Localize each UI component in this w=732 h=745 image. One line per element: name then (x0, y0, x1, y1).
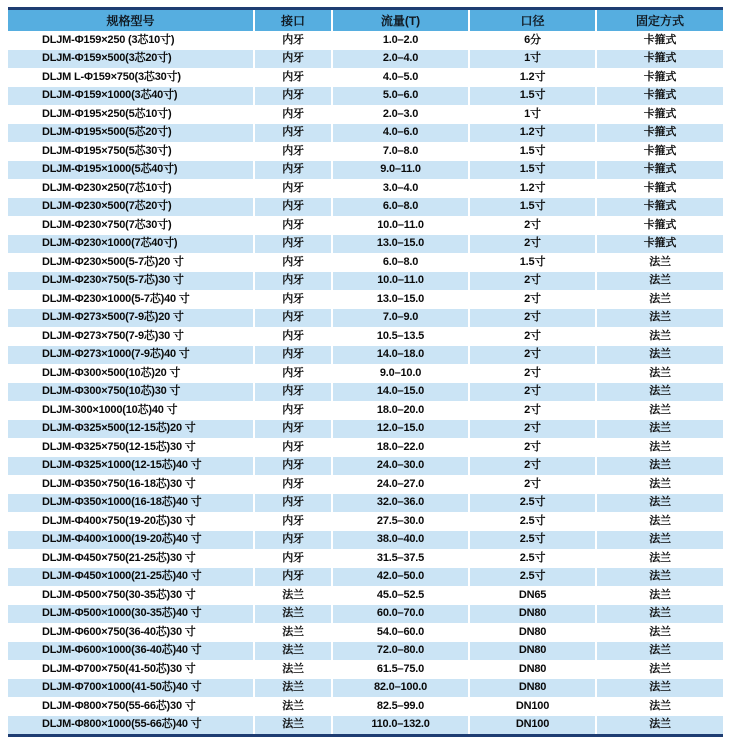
cell-spec-model: DLJM-Φ700×750(41-50芯)30 寸 (8, 660, 253, 679)
table-row (8, 124, 723, 143)
cell-mounting: 法兰 (597, 309, 723, 328)
cell-mounting: 法兰 (597, 457, 723, 476)
cell-interface: 法兰 (255, 642, 331, 661)
cell-mounting: 法兰 (597, 586, 723, 605)
table-row (8, 642, 723, 661)
cell-mounting: 卡箍式 (597, 161, 723, 180)
table-row (8, 660, 723, 679)
cell-diameter: 2.5寸 (470, 568, 595, 587)
cell-diameter: 2寸 (470, 457, 595, 476)
cell-interface: 内牙 (255, 438, 331, 457)
cell-interface: 内牙 (255, 549, 331, 568)
cell-diameter: DN100 (470, 716, 595, 735)
cell-spec-model: DLJM-Φ230×750(5-7芯)30 寸 (8, 272, 253, 291)
cell-spec-model: DLJM-Φ195×250(5芯10寸) (8, 105, 253, 124)
cell-interface: 内牙 (255, 272, 331, 291)
cell-mounting: 法兰 (597, 438, 723, 457)
cell-diameter: 2寸 (470, 235, 595, 254)
cell-interface: 内牙 (255, 142, 331, 161)
table-row (8, 420, 723, 439)
cell-diameter: 2寸 (470, 216, 595, 235)
cell-mounting: 卡箍式 (597, 87, 723, 106)
table-row (8, 679, 723, 698)
cell-mounting: 法兰 (597, 475, 723, 494)
cell-mounting: 法兰 (597, 327, 723, 346)
cell-flow: 2.0–4.0 (333, 50, 468, 69)
table-body (8, 31, 723, 734)
table-row (8, 142, 723, 161)
cell-mounting: 法兰 (597, 364, 723, 383)
cell-spec-model: DLJM-Φ400×1000(19-20芯)40 寸 (8, 531, 253, 550)
table-row (8, 68, 723, 87)
cell-interface: 法兰 (255, 605, 331, 624)
cell-interface: 内牙 (255, 568, 331, 587)
cell-interface: 内牙 (255, 346, 331, 365)
cell-spec-model: DLJM-Φ273×750(7-9芯)30 寸 (8, 327, 253, 346)
table-row (8, 401, 723, 420)
spec-table (8, 7, 723, 737)
cell-mounting: 卡箍式 (597, 50, 723, 69)
table-row (8, 235, 723, 254)
cell-diameter: 6分 (470, 31, 595, 50)
cell-flow: 45.0–52.5 (333, 586, 468, 605)
header-cell-spec-model: 规格型号 (8, 10, 253, 31)
cell-spec-model: DLJM-Φ450×750(21-25芯)30 寸 (8, 549, 253, 568)
cell-interface: 内牙 (255, 309, 331, 328)
cell-flow: 4.0–5.0 (333, 68, 468, 87)
cell-flow: 18.0–20.0 (333, 401, 468, 420)
cell-spec-model: DLJM-Φ325×500(12-15芯)20 寸 (8, 420, 253, 439)
cell-spec-model: DLJM-Φ450×1000(21-25芯)40 寸 (8, 568, 253, 587)
cell-mounting: 卡箍式 (597, 216, 723, 235)
table-row (8, 87, 723, 106)
cell-flow: 1.0–2.0 (333, 31, 468, 50)
table-row (8, 605, 723, 624)
cell-flow: 2.0–3.0 (333, 105, 468, 124)
cell-interface: 内牙 (255, 401, 331, 420)
cell-spec-model: DLJM L-Φ159×750(3芯30寸) (8, 68, 253, 87)
table-row (8, 179, 723, 198)
cell-interface: 法兰 (255, 716, 331, 735)
cell-interface: 内牙 (255, 216, 331, 235)
cell-mounting: 法兰 (597, 531, 723, 550)
cell-diameter: 1.5寸 (470, 253, 595, 272)
cell-diameter: 2.5寸 (470, 512, 595, 531)
cell-flow: 10.0–11.0 (333, 272, 468, 291)
cell-flow: 9.0–10.0 (333, 364, 468, 383)
table-row (8, 364, 723, 383)
cell-flow: 61.5–75.0 (333, 660, 468, 679)
cell-diameter: 2寸 (470, 420, 595, 439)
cell-flow: 5.0–6.0 (333, 87, 468, 106)
cell-flow: 54.0–60.0 (333, 623, 468, 642)
cell-diameter: 1.2寸 (470, 179, 595, 198)
cell-interface: 内牙 (255, 50, 331, 69)
cell-interface: 内牙 (255, 531, 331, 550)
cell-interface: 内牙 (255, 68, 331, 87)
cell-interface: 内牙 (255, 87, 331, 106)
cell-mounting: 法兰 (597, 642, 723, 661)
table-row (8, 438, 723, 457)
table-row (8, 568, 723, 587)
cell-spec-model: DLJM-Φ700×1000(41-50芯)40 寸 (8, 679, 253, 698)
cell-diameter: DN80 (470, 623, 595, 642)
cell-spec-model: DLJM-Φ350×750(16-18芯)30 寸 (8, 475, 253, 494)
cell-mounting: 法兰 (597, 623, 723, 642)
header-cell-diameter: 口径 (470, 10, 595, 31)
cell-diameter: 2寸 (470, 272, 595, 291)
table-header-row (8, 10, 723, 31)
cell-spec-model: DLJM-Φ230×750(7芯30寸) (8, 216, 253, 235)
cell-flow: 7.0–9.0 (333, 309, 468, 328)
cell-interface: 内牙 (255, 383, 331, 402)
cell-mounting: 法兰 (597, 401, 723, 420)
cell-mounting: 法兰 (597, 346, 723, 365)
cell-spec-model: DLJM-Φ800×750(55-66芯)30 寸 (8, 697, 253, 716)
cell-spec-model: DLJM-Φ195×500(5芯20寸) (8, 124, 253, 143)
cell-diameter: 2寸 (470, 364, 595, 383)
cell-spec-model: DLJM-Φ230×1000(5-7芯)40 寸 (8, 290, 253, 309)
cell-flow: 42.0–50.0 (333, 568, 468, 587)
cell-spec-model: DLJM-Φ230×1000(7芯40寸) (8, 235, 253, 254)
cell-diameter: 2寸 (470, 401, 595, 420)
cell-diameter: 2寸 (470, 438, 595, 457)
cell-spec-model: DLJM-Φ159×500(3芯20寸) (8, 50, 253, 69)
cell-flow: 6.0–8.0 (333, 253, 468, 272)
cell-flow: 27.5–30.0 (333, 512, 468, 531)
table-row (8, 309, 723, 328)
cell-spec-model: DLJM-Φ300×500(10芯)20 寸 (8, 364, 253, 383)
table-row (8, 198, 723, 217)
cell-diameter: DN65 (470, 586, 595, 605)
cell-diameter: 2.5寸 (470, 549, 595, 568)
cell-interface: 内牙 (255, 161, 331, 180)
cell-mounting: 法兰 (597, 697, 723, 716)
cell-interface: 内牙 (255, 235, 331, 254)
cell-mounting: 卡箍式 (597, 142, 723, 161)
cell-spec-model: DLJM-Φ273×500(7-9芯)20 寸 (8, 309, 253, 328)
cell-flow: 10.5–13.5 (333, 327, 468, 346)
cell-flow: 14.0–15.0 (333, 383, 468, 402)
cell-flow: 82.0–100.0 (333, 679, 468, 698)
cell-mounting: 卡箍式 (597, 235, 723, 254)
table-row (8, 697, 723, 716)
cell-interface: 法兰 (255, 697, 331, 716)
cell-flow: 110.0–132.0 (333, 716, 468, 735)
cell-diameter: 1.5寸 (470, 161, 595, 180)
cell-diameter: 2寸 (470, 346, 595, 365)
cell-diameter: DN100 (470, 697, 595, 716)
cell-diameter: 2寸 (470, 475, 595, 494)
cell-interface: 法兰 (255, 679, 331, 698)
cell-mounting: 法兰 (597, 679, 723, 698)
cell-mounting: 法兰 (597, 660, 723, 679)
cell-flow: 31.5–37.5 (333, 549, 468, 568)
table-row (8, 531, 723, 550)
header-cell-flow: 流量(T) (333, 10, 468, 31)
table-row (8, 549, 723, 568)
cell-interface: 内牙 (255, 475, 331, 494)
cell-spec-model: DLJM-Φ800×1000(55-66芯)40 寸 (8, 716, 253, 735)
cell-spec-model: DLJM-Φ195×750(5芯30寸) (8, 142, 253, 161)
cell-mounting: 法兰 (597, 716, 723, 735)
cell-mounting: 卡箍式 (597, 179, 723, 198)
cell-mounting: 法兰 (597, 568, 723, 587)
table-row (8, 105, 723, 124)
table-row (8, 327, 723, 346)
cell-interface: 内牙 (255, 124, 331, 143)
cell-flow: 60.0–70.0 (333, 605, 468, 624)
cell-interface: 内牙 (255, 327, 331, 346)
cell-interface: 内牙 (255, 198, 331, 217)
table-row (8, 586, 723, 605)
cell-diameter: DN80 (470, 605, 595, 624)
cell-flow: 3.0–4.0 (333, 179, 468, 198)
cell-diameter: 2.5寸 (470, 494, 595, 513)
cell-flow: 18.0–22.0 (333, 438, 468, 457)
cell-interface: 法兰 (255, 623, 331, 642)
cell-mounting: 法兰 (597, 549, 723, 568)
cell-diameter: 1.5寸 (470, 87, 595, 106)
cell-spec-model: DLJM-300×1000(10芯)40 寸 (8, 401, 253, 420)
cell-diameter: 1.2寸 (470, 68, 595, 87)
cell-interface: 内牙 (255, 420, 331, 439)
cell-diameter: 2寸 (470, 309, 595, 328)
table-row (8, 383, 723, 402)
table-row (8, 512, 723, 531)
table-row (8, 272, 723, 291)
cell-interface: 内牙 (255, 253, 331, 272)
table-row (8, 31, 723, 50)
cell-diameter: DN80 (470, 660, 595, 679)
table-row (8, 50, 723, 69)
table-row (8, 475, 723, 494)
cell-spec-model: DLJM-Φ400×750(19-20芯)30 寸 (8, 512, 253, 531)
cell-flow: 14.0–18.0 (333, 346, 468, 365)
cell-flow: 24.0–30.0 (333, 457, 468, 476)
cell-mounting: 卡箍式 (597, 124, 723, 143)
cell-mounting: 卡箍式 (597, 68, 723, 87)
cell-interface: 内牙 (255, 179, 331, 198)
header-cell-mounting: 固定方式 (597, 10, 723, 31)
cell-mounting: 法兰 (597, 605, 723, 624)
table-row (8, 716, 723, 735)
table-row (8, 216, 723, 235)
cell-diameter: DN80 (470, 642, 595, 661)
cell-flow: 10.0–11.0 (333, 216, 468, 235)
table-row (8, 161, 723, 180)
cell-spec-model: DLJM-Φ500×1000(30-35芯)40 寸 (8, 605, 253, 624)
cell-diameter: 2寸 (470, 290, 595, 309)
table-row (8, 623, 723, 642)
header-cell-interface: 接口 (255, 10, 331, 31)
cell-interface: 内牙 (255, 512, 331, 531)
cell-interface: 内牙 (255, 457, 331, 476)
cell-diameter: 2.5寸 (470, 531, 595, 550)
cell-mounting: 法兰 (597, 290, 723, 309)
cell-interface: 法兰 (255, 660, 331, 679)
cell-flow: 13.0–15.0 (333, 235, 468, 254)
cell-flow: 82.5–99.0 (333, 697, 468, 716)
cell-mounting: 卡箍式 (597, 198, 723, 217)
cell-flow: 6.0–8.0 (333, 198, 468, 217)
cell-interface: 内牙 (255, 364, 331, 383)
cell-mounting: 卡箍式 (597, 105, 723, 124)
cell-spec-model: DLJM-Φ600×1000(36-40芯)40 寸 (8, 642, 253, 661)
cell-diameter: DN80 (470, 679, 595, 698)
cell-mounting: 法兰 (597, 272, 723, 291)
cell-diameter: 1.5寸 (470, 142, 595, 161)
table-row (8, 346, 723, 365)
cell-flow: 72.0–80.0 (333, 642, 468, 661)
cell-mounting: 法兰 (597, 512, 723, 531)
cell-interface: 内牙 (255, 290, 331, 309)
table-row (8, 290, 723, 309)
cell-spec-model: DLJM-Φ325×1000(12-15芯)40 寸 (8, 457, 253, 476)
cell-mounting: 法兰 (597, 420, 723, 439)
cell-spec-model: DLJM-Φ300×750(10芯)30 寸 (8, 383, 253, 402)
cell-spec-model: DLJM-Φ159×250 (3芯10寸) (8, 31, 253, 50)
table-row (8, 494, 723, 513)
cell-mounting: 法兰 (597, 383, 723, 402)
cell-flow: 7.0–8.0 (333, 142, 468, 161)
cell-interface: 法兰 (255, 586, 331, 605)
cell-mounting: 法兰 (597, 494, 723, 513)
cell-diameter: 1寸 (470, 105, 595, 124)
cell-flow: 4.0–6.0 (333, 124, 468, 143)
cell-spec-model: DLJM-Φ500×750(30-35芯)30 寸 (8, 586, 253, 605)
table-row (8, 457, 723, 476)
cell-diameter: 1.5寸 (470, 198, 595, 217)
cell-mounting: 法兰 (597, 253, 723, 272)
cell-spec-model: DLJM-Φ273×1000(7-9芯)40 寸 (8, 346, 253, 365)
cell-flow: 38.0–40.0 (333, 531, 468, 550)
cell-interface: 内牙 (255, 494, 331, 513)
cell-flow: 32.0–36.0 (333, 494, 468, 513)
cell-diameter: 2寸 (470, 327, 595, 346)
cell-diameter: 2寸 (470, 383, 595, 402)
cell-flow: 12.0–15.0 (333, 420, 468, 439)
cell-spec-model: DLJM-Φ195×1000(5芯40寸) (8, 161, 253, 180)
cell-diameter: 1.2寸 (470, 124, 595, 143)
cell-spec-model: DLJM-Φ600×750(36-40芯)30 寸 (8, 623, 253, 642)
cell-diameter: 1寸 (470, 50, 595, 69)
cell-spec-model: DLJM-Φ159×1000(3芯40寸) (8, 87, 253, 106)
cell-mounting: 卡箍式 (597, 31, 723, 50)
cell-flow: 13.0–15.0 (333, 290, 468, 309)
table-row (8, 253, 723, 272)
cell-spec-model: DLJM-Φ325×750(12-15芯)30 寸 (8, 438, 253, 457)
cell-interface: 内牙 (255, 31, 331, 50)
cell-flow: 24.0–27.0 (333, 475, 468, 494)
cell-spec-model: DLJM-Φ230×250(7芯10寸) (8, 179, 253, 198)
cell-spec-model: DLJM-Φ230×500(5-7芯)20 寸 (8, 253, 253, 272)
cell-spec-model: DLJM-Φ230×500(7芯20寸) (8, 198, 253, 217)
cell-flow: 9.0–11.0 (333, 161, 468, 180)
cell-interface: 内牙 (255, 105, 331, 124)
cell-spec-model: DLJM-Φ350×1000(16-18芯)40 寸 (8, 494, 253, 513)
